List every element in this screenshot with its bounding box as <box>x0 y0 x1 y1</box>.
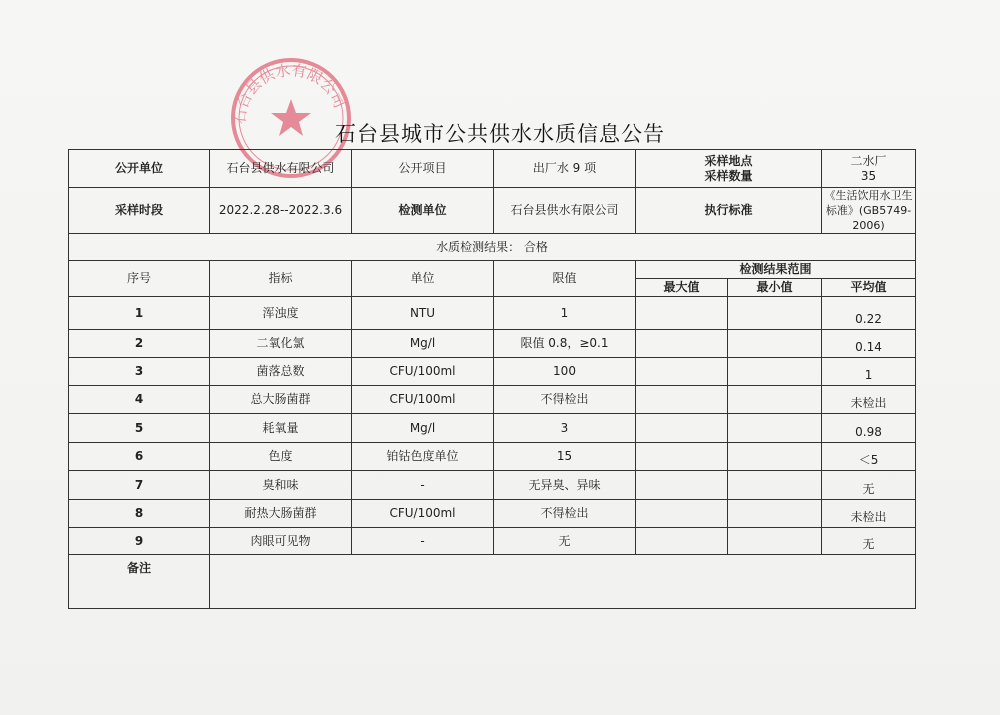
site-label: 采样地点 <box>704 153 753 168</box>
row-unit: 铂钴色度单位 <box>352 443 494 471</box>
site-value: 二水厂 <box>850 153 887 168</box>
row-index: 8 <box>69 500 210 528</box>
svg-text:石台县供水有限公司: 石台县供水有限公司 <box>230 61 349 125</box>
row-unit: NTU <box>352 297 494 330</box>
row-max <box>636 414 728 443</box>
row-max <box>636 386 728 414</box>
row-indicator: 肉眼可见物 <box>210 528 352 555</box>
row-min <box>728 443 822 471</box>
table-row <box>69 386 916 414</box>
lab-value: 石台县供水有限公司 <box>494 188 636 234</box>
water-quality-table <box>68 149 916 609</box>
table-row <box>69 471 916 500</box>
row-unit: - <box>352 471 494 500</box>
count-label: 采样数量 <box>704 168 753 183</box>
row-max <box>636 471 728 500</box>
header-limit: 限值 <box>494 261 636 297</box>
header-max: 最大值 <box>636 279 728 297</box>
row-limit: 无异臭、异味 <box>494 471 636 500</box>
row-index: 5 <box>69 414 210 443</box>
table-row <box>69 358 916 386</box>
row-limit: 限值 0.8，≥0.1 <box>494 330 636 358</box>
publisher-value: 石台县供水有限公司 <box>210 150 352 188</box>
header-indicator: 指标 <box>210 261 352 297</box>
table-row <box>69 528 916 555</box>
table-row <box>69 443 916 471</box>
site-count-labels <box>636 150 822 188</box>
standard-label: 执行标准 <box>636 188 822 234</box>
row-limit: 15 <box>494 443 636 471</box>
time-label: 采样时段 <box>69 188 210 234</box>
row-limit: 1 <box>494 297 636 330</box>
row-avg: 未检出 <box>822 500 916 528</box>
table-row <box>69 330 916 358</box>
row-limit: 不得检出 <box>494 500 636 528</box>
row-max <box>636 330 728 358</box>
table-row <box>69 500 916 528</box>
row-indicator: 色度 <box>210 443 352 471</box>
row-unit: CFU/100ml <box>352 500 494 528</box>
header-unit: 单位 <box>352 261 494 297</box>
header-range: 检测结果范围 <box>636 261 916 279</box>
table-row <box>69 414 916 443</box>
row-avg: 0.98 <box>822 414 916 443</box>
row-avg: 1 <box>822 358 916 386</box>
row-index: 6 <box>69 443 210 471</box>
info-row-1 <box>69 150 916 188</box>
lab-label: 检测单位 <box>352 188 494 234</box>
remarks-value <box>210 555 916 609</box>
row-avg: 0.14 <box>822 330 916 358</box>
row-max <box>636 528 728 555</box>
row-unit: CFU/100ml <box>352 386 494 414</box>
table-row <box>69 297 916 330</box>
row-min <box>728 528 822 555</box>
row-index: 3 <box>69 358 210 386</box>
row-indicator: 浑浊度 <box>210 297 352 330</box>
item-label: 公开项目 <box>352 150 494 188</box>
result-line: 水质检测结果： 合格 <box>69 234 916 261</box>
remarks-label: 备注 <box>69 555 210 609</box>
site-count-values <box>822 150 916 188</box>
row-indicator: 臭和味 <box>210 471 352 500</box>
row-indicator: 耗氧量 <box>210 414 352 443</box>
header-min: 最小值 <box>728 279 822 297</box>
row-max <box>636 500 728 528</box>
header-index: 序号 <box>69 261 210 297</box>
row-unit: Mg/l <box>352 330 494 358</box>
header-avg: 平均值 <box>822 279 916 297</box>
remarks-row <box>69 555 916 609</box>
row-avg: 无 <box>822 471 916 500</box>
row-indicator: 总大肠菌群 <box>210 386 352 414</box>
row-min <box>728 386 822 414</box>
row-index: 2 <box>69 330 210 358</box>
row-max <box>636 358 728 386</box>
row-min <box>728 414 822 443</box>
row-limit: 不得检出 <box>494 386 636 414</box>
row-min <box>728 471 822 500</box>
row-max <box>636 297 728 330</box>
row-index: 7 <box>69 471 210 500</box>
row-index: 4 <box>69 386 210 414</box>
row-min <box>728 330 822 358</box>
info-row-2 <box>69 188 916 234</box>
row-unit: - <box>352 528 494 555</box>
row-max <box>636 443 728 471</box>
row-index: 1 <box>69 297 210 330</box>
row-min <box>728 297 822 330</box>
time-value: 2022.2.28--2022.3.6 <box>210 188 352 234</box>
row-indicator: 耐热大肠菌群 <box>210 500 352 528</box>
header-row-1 <box>69 261 916 279</box>
row-min <box>728 500 822 528</box>
row-unit: Mg/l <box>352 414 494 443</box>
row-index: 9 <box>69 528 210 555</box>
row-min <box>728 358 822 386</box>
page-title: 石台县城市公共供水水质信息公告 <box>335 122 665 146</box>
publisher-label: 公开单位 <box>69 150 210 188</box>
standard-value: 《生活饮用水卫生标准》(GB5749-2006) <box>822 188 916 234</box>
row-avg: 无 <box>822 528 916 555</box>
row-limit: 无 <box>494 528 636 555</box>
row-indicator: 菌落总数 <box>210 358 352 386</box>
item-value: 出厂水 9 项 <box>494 150 636 188</box>
row-unit: CFU/100ml <box>352 358 494 386</box>
result-row <box>69 234 916 261</box>
row-avg: ＜5 <box>822 443 916 471</box>
row-avg: 未检出 <box>822 386 916 414</box>
row-indicator: 二氧化氯 <box>210 330 352 358</box>
row-limit: 100 <box>494 358 636 386</box>
row-avg: 0.22 <box>822 297 916 330</box>
count-value: 35 <box>860 168 877 183</box>
row-limit: 3 <box>494 414 636 443</box>
